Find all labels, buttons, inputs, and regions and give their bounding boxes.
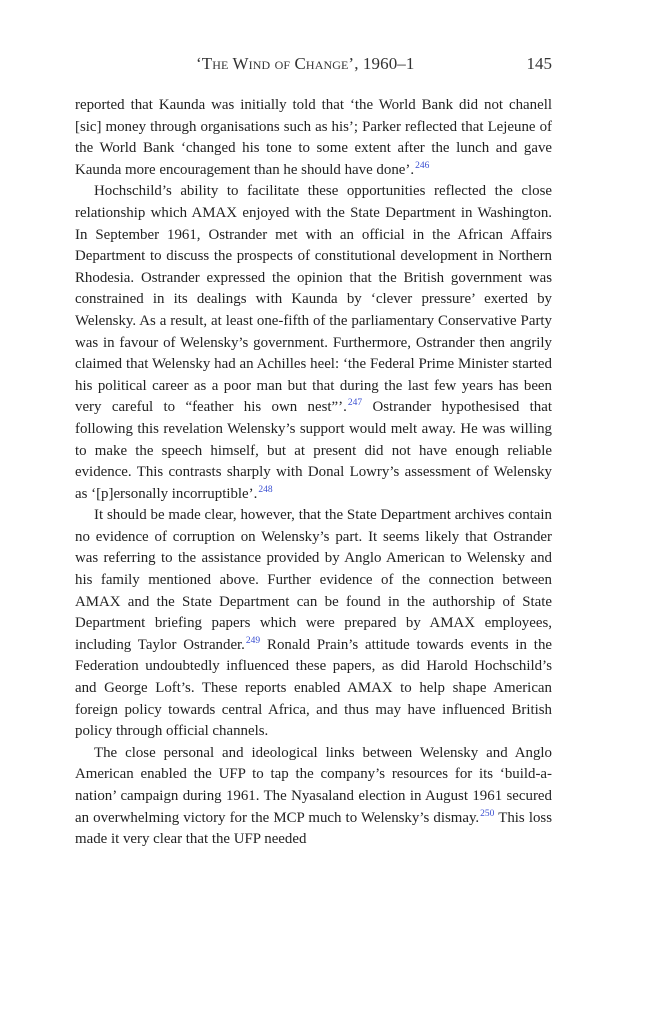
footnote-ref[interactable]: 249 [245, 635, 261, 646]
footnote-ref[interactable]: 248 [258, 484, 273, 495]
footnote-ref[interactable]: 250 [480, 808, 495, 819]
running-header [0, 54, 650, 78]
running-title: ‘The Wind of Change’, 1960–1 [196, 54, 415, 73]
text-run: The close personal and ideological links between Welensky and Anglo American enabled the UFP to tap the company’s resources for its ‘build-a-nation’ campaign during 1961. The Nyasaland election in August 1961 secured an overwhelming victory for the MCP much to Welensky’s dismay. [75, 744, 552, 826]
text-run: This loss made it very clear that the UFP needed [75, 809, 552, 848]
paragraph [75, 95, 552, 181]
footnote-ref[interactable]: 247 [347, 398, 363, 409]
page-number: 145 [526, 54, 552, 73]
text-run: Ronald Prain’s attitude towards events in the Federation undoubtedly influenced these papers, as did Harold Hochschild’s and George Loft’s. These reports enabled AMAX to help shape American foreign policy towards central Africa, and thus may have influenced British policy through official channels. [75, 636, 553, 740]
text-run: Ostrander hypothesised that following this revelation Welensky’s support would melt away. He was willing to make the speech himself, but at present did not have enough reliable evidence. This contrasts sharply with Donal Lowry’s assessment of Welensky as ‘[p]ersonally incorruptible’. [75, 399, 552, 502]
text-run: Hochschild’s ability to facilitate these opportunities reflected the close relationship which AMAX enjoyed with the State Department in Washington. In September 1961, Ostrander met with an official in the African Affairs Department to discuss the prospects of constitutional development in Northern Rhodesia. Ostrander expressed the opinion that the British government was constrained in its dealings with Kaunda by ‘clever pressure’ exerted by Welensky. As a result, at least one-fifth of the parliamentary Conservative Party was in favour of Welensky’s government. Furthermore, Ostrander then angrily claimed that Welensky had an Achilles heel: ‘the Federal Prime Minister started his political career as a poor man but that during the last few years has been very careful to “feather his own nest”’. [75, 183, 552, 416]
text-run: It should be made clear, however, that the State Department archives contain no evidence of corruption on Welensky’s part. It seems likely that Ostrander was referring to the assistance provided by Anglo American to Welensky and his family mentioned above. Further evidence of the connection between AMAX and the State Department can be found in the authorship of State Department briefing papers which were prepared by AMAX employees, including Taylor Ostrander. [75, 507, 552, 653]
paragraph [75, 743, 552, 851]
text-run: reported that Kaunda was initially told that ‘the World Bank did not chanell [sic] money through organisations such as his’; Parker reflected that Lejeune of the World Bank ‘changed his tone to some extent after the lunch and gave Kaunda more encouragement than he should have done’. [75, 97, 552, 178]
body-text [75, 95, 552, 851]
paragraph [75, 505, 552, 743]
footnote-ref[interactable]: 246 [415, 160, 430, 171]
paragraph [75, 181, 552, 505]
